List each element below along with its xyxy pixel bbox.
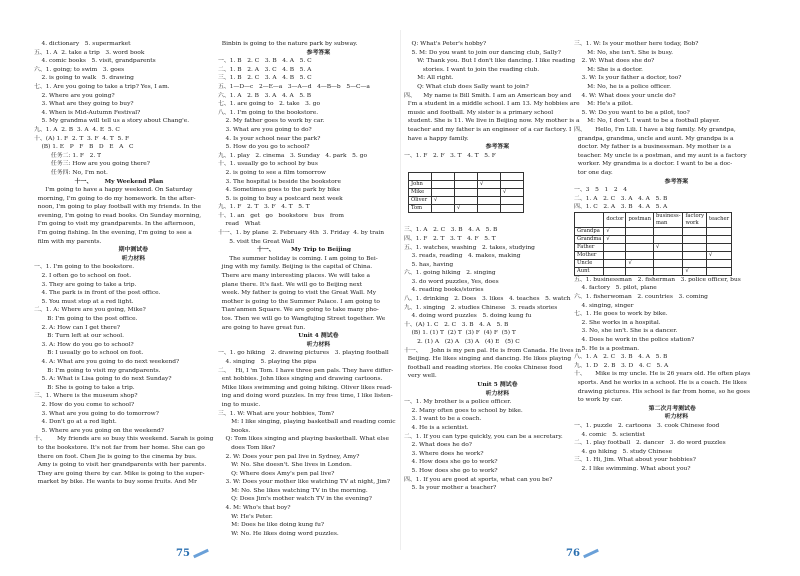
text-line: 5. A: What is Lisa going to do next Sunday? [34, 376, 172, 383]
text-line: I'm going to have a happy weekend. On Saturday [34, 187, 193, 194]
text-line: 五、1. watches, washing 2. takes, studying [404, 244, 535, 251]
text-line: Q: What's Peter's hobby? [404, 41, 487, 47]
text-line: 3. What are you going to do tomorrow? [34, 410, 159, 417]
text-line: M: All right. [404, 75, 454, 82]
table-cell [432, 181, 455, 189]
text-line: 任务二: 1. F 2. T [34, 152, 102, 159]
table-cell [604, 267, 626, 275]
text-line: morning, I'm going to do my homework. In the after- [34, 195, 196, 202]
text-line: 八、1. I'm going to the bookstore. [218, 109, 319, 116]
text-line: 第二次月考测试卷 [628, 404, 696, 412]
text-line: teacher. My uncle is a postman, and my aunt is a factory [574, 152, 747, 159]
table-row [575, 259, 732, 267]
text-line: to work by car. [574, 397, 623, 404]
text-line: 二、1. A: Where are you going, Mike? [34, 307, 146, 314]
table-row [409, 197, 524, 205]
text-line: 二、1. play football 2. dancer 3. do word puzzles [574, 440, 726, 447]
text-line: 七、1. Are you going to take a trip? Yes, I am. [34, 83, 170, 90]
text-line: M: No, I don't. I want to be a football player. [574, 118, 721, 125]
table-cell: √ [707, 251, 732, 259]
table-cell: √ [653, 243, 682, 251]
text-line: 3. W: Is your father a doctor, too? [574, 75, 682, 82]
text-line: 四、 Hello, I'm Lili. I have a big family. My grandpa, [574, 126, 736, 133]
text-line: 五、1—D—c 2—E—a 3—A—d 4—B—b 5—C—a [218, 83, 370, 90]
table-cell [626, 227, 654, 235]
text-line: 5. is going to buy a postcard next week [218, 195, 343, 202]
text-line: 二、1. If you can type quickly, you can be a secretary. [404, 433, 563, 440]
text-line: 3. The hospital is beside the bookstore [218, 178, 341, 185]
text-line: 六、1. fisherwoman 2. countries 3. coming [574, 294, 708, 301]
column-1 [34, 40, 214, 487]
table-cell: Mother [575, 251, 604, 259]
pen-icon [583, 549, 599, 558]
text-line: 5. How do you go to school? [218, 144, 310, 151]
text-line: M: No, she isn't. She is busy. [574, 49, 674, 56]
text-line: (B) 1. E P F B D E A C [34, 144, 134, 151]
text-line: 六、1. going hiking 2. singing [404, 270, 496, 277]
text-line: 4. comic 5. scientist [574, 431, 645, 438]
text-line: I'm going fishing. In the evening, I'm going to see a [34, 230, 192, 237]
table-row [575, 251, 732, 259]
text-line: 九、1. singing 2. studies Chinese 3. reads stories [404, 304, 558, 311]
text-line: sports. And he works in a school. He is a coach. He likes [574, 380, 747, 386]
table-header-cell: factory work [683, 212, 707, 227]
text-line: 2. I often go to school on foot. [34, 273, 132, 280]
table-cell [683, 251, 707, 259]
text-line: 2. is going to see a film tomorrow [218, 169, 326, 176]
text-line: 5. You must stop at a red light. [34, 298, 134, 305]
table-cell [604, 259, 626, 267]
table-cell: √ [455, 205, 478, 213]
table-cell: √ [683, 267, 707, 275]
text-line: football and reading stories. He cooks Chinese food [404, 364, 563, 371]
table-cell: Mike [409, 189, 432, 197]
text-line: Tian'anmen Square. We are going to take many pho- [218, 307, 379, 314]
text-line: week. My father is going to visit the Great Wall. My [218, 290, 377, 297]
table-cell: √ [501, 189, 524, 197]
text-line: 四、 My name is Bill Smith. I am an American boy and [404, 92, 572, 99]
family-job-table [574, 212, 732, 276]
text-line: 4. factory 5. pilot, plane [574, 285, 657, 292]
text-line: 九、1. A 2. B 3. A 4. E 5. C [34, 126, 120, 133]
text-line: 十、(A) 1. F 2. T 3. F 4. T 5. F [34, 135, 130, 142]
text-line: market by bike. He wants to buy some fruits. And Mr [34, 479, 197, 486]
table-cell [707, 227, 732, 235]
page-number-right: 76 [566, 548, 602, 559]
text-line: 三、1. A 2. C 3. B 4. A 5. B [404, 227, 498, 234]
text-line: 4. doing word puzzles 5. doing kung fu [404, 313, 532, 320]
text-line: 2. My father goes to work by car. [218, 118, 325, 125]
text-line: Unit 5 测试卷 [448, 381, 518, 388]
text-line: 4. Sometimes goes to the park by bike [218, 187, 341, 194]
text-line: film with my parents. [34, 238, 102, 245]
text-line: ing to music. [218, 401, 261, 408]
text-line: Mike likes swimming and going hiking. Oliver likes read- [218, 384, 393, 391]
table-row [575, 227, 732, 235]
text-line: 五、1. businessman 2. fisherman 3. police officer, bus [574, 276, 741, 283]
text-line: M: I like singing, playing basketball and reading comic [218, 419, 396, 426]
table-cell [653, 251, 682, 259]
table-header-cell [409, 173, 432, 181]
table-cell [683, 235, 707, 243]
table-cell [626, 267, 654, 275]
text-line: books. [218, 427, 251, 434]
table-header-cell: business-man [653, 212, 682, 227]
table-cell [683, 243, 707, 251]
table-cell [707, 259, 732, 267]
table-cell: John [409, 181, 432, 189]
text-line: 3. What are they going to buy? [34, 101, 134, 108]
text-line: noon, I'm going to play football with my friends. In the [34, 204, 202, 211]
table-cell [478, 205, 501, 213]
text-line: (B) 1. (1) T (2) T (3) F (4) F (5) T [404, 330, 516, 337]
table-header-cell: postman [626, 212, 654, 227]
text-line: 4. The park is in front of the post office. [34, 290, 161, 297]
text-line: stories. I want to join the reading club. [404, 66, 540, 73]
table-cell [653, 235, 682, 243]
text-line: 4. reading books/stories [404, 287, 484, 294]
table-cell [432, 205, 455, 213]
text-line: 3. I want to be a coach. [404, 416, 482, 423]
table-row [409, 181, 524, 189]
text-line: 三、1. W: What are your hobbies, Tom? [218, 410, 335, 417]
table-cell: Tom [409, 205, 432, 213]
text-line: 四、1. C 2. A 3. B 4. A 5. A [574, 204, 668, 211]
text-line: Q: Where does Amy's pen pal live? [218, 470, 335, 477]
table-row [575, 235, 732, 243]
text-line: Beijing. He likes singing and dancing. He likes playing [404, 356, 572, 363]
text-line: 4. How does she go to work? [404, 459, 498, 466]
text-line: 六、1. A 2. B 3. A 4. A 5. B [218, 92, 312, 99]
text-line: 2. W: What does she do? [574, 58, 655, 65]
text-line: 任务三: How are you going there? [34, 161, 150, 168]
text-line: tos. Then we will go to Wangfujing Street together. We [218, 316, 386, 322]
text-line: 一、1. go hiking 2. drawing pictures 3. playing football [218, 350, 389, 357]
page-number-left: 75 [176, 548, 212, 559]
table-cell [501, 197, 524, 205]
text-line: 4. singing 5. playing the pipa [218, 358, 317, 365]
text-line: 听力材料 [92, 254, 146, 262]
text-line: grandpa, grandma, uncle and aunt. My grandpa is a [574, 135, 734, 142]
text-line: does Tom like? [218, 444, 276, 451]
text-line: 一、1. F 2. F 3. T 4. T 5. F [404, 152, 496, 159]
text-line: 2. A: How can I get there? [34, 324, 120, 331]
table-cell: Grandma [575, 235, 604, 243]
text-line: B: I'm going to the post office. [34, 316, 138, 322]
table-cell [626, 251, 654, 259]
text-line: 一、1. I'm going to the bookstore. [34, 264, 135, 271]
table-cell [501, 205, 524, 213]
text-line: 2. I like swimming. What about you? [574, 465, 691, 472]
text-line: 4. Does he work in the police station? [574, 337, 695, 344]
table-cell [455, 189, 478, 197]
table-cell [455, 197, 478, 205]
table-cell [604, 251, 626, 259]
column-4 [574, 40, 750, 474]
text-line: ent hobbies. John likes singing and drawing cartoons. [218, 376, 383, 383]
text-line: mother is going to the Summer Palace. I am going to [218, 298, 380, 305]
table-cell [683, 259, 707, 267]
text-line: student. She is 11. We live in Beijing now. My mother is a [404, 118, 580, 125]
text-line: 5. How does she go to work? [404, 467, 498, 474]
text-line: tor one day. [574, 169, 613, 176]
text-line: 一、3 5 1 2 4 [574, 187, 627, 194]
text-line: drawing pictures. His school is far from home, so he goes [574, 388, 751, 395]
table-header-cell [575, 212, 604, 227]
table-header-cell [478, 173, 501, 181]
text-line: worker. My grandma is a doctor. I want to be a doc- [574, 161, 733, 168]
table-row [409, 205, 524, 213]
text-line: 八、1. A 2. C 3. B 4. A 5. B [574, 354, 668, 361]
text-line: 十、1. usually go to school by bus [218, 161, 318, 168]
table-cell: Father [575, 243, 604, 251]
text-line: 3. What are you going to do? [218, 126, 312, 133]
text-line: They are going there by car. Mike is going to the super- [34, 470, 205, 477]
table-cell [455, 181, 478, 189]
text-line: 4. singing, singer [574, 302, 634, 309]
text-line: music and football. My sister is a primary school [404, 109, 554, 116]
text-line: Q: Tom likes singing and playing basketball. What else [218, 436, 389, 443]
text-line: W: He's Peter. [218, 513, 273, 520]
text-line: 十、 My friends are so busy this weekend. Sarah is going [34, 436, 214, 443]
text-line: M: Does he like doing kung fu? [218, 522, 325, 529]
table-header-cell [455, 173, 478, 181]
text-line: 十、(A) 1. C 2. C 3. B 4. A 5. B [404, 321, 509, 328]
text-line: 5. W: Do you want to be a pilot, too? [574, 109, 690, 116]
text-line: 5. Where are you going on the weekend? [34, 427, 164, 434]
text-line: B: I'm going to visit my grandparents. [34, 367, 161, 374]
text-line: The summer holiday is coming. I am going to Bei- [218, 255, 378, 262]
text-line: 3. They are going to take a trip. [34, 281, 137, 288]
text-line: 听力材料 [277, 340, 331, 348]
table-header-cell: teacher [707, 212, 732, 227]
text-line: 听力材料 [456, 389, 510, 397]
table-cell [653, 259, 682, 267]
text-line: 一、1. B 2. C 3. B 4. A 5. C [218, 58, 312, 65]
text-line: read What [218, 221, 261, 228]
table-cell [604, 243, 626, 251]
table-cell: √ [604, 235, 626, 243]
text-line: 参考答案 [635, 177, 689, 185]
text-line: 听力材料 [635, 413, 689, 421]
text-line: 三、1. Where is the museum shop? [34, 393, 138, 400]
text-line: 十一、 My Trip to Beijing [257, 246, 351, 254]
table-cell [432, 189, 455, 197]
text-line: 三、1. Hi, Jim. What about your hobbies? [574, 457, 696, 464]
text-line: Q: What club does Sally want to join? [404, 83, 529, 90]
text-line: 三、1. W: Is your mother here today, Bob? [574, 41, 699, 47]
table-cell [626, 243, 654, 251]
text-line: 一、1. puzzle 2. cartoons 3. cook Chinese food [574, 422, 720, 429]
table-cell: √ [626, 259, 654, 267]
text-line: 4. go hiking 5. study Chinese [574, 448, 673, 455]
text-line: 十一、 My Weekend Plan [74, 177, 164, 185]
table-cell [707, 243, 732, 251]
text-line: 参考答案 [456, 143, 510, 151]
text-line: I'm going to visit my grandparents. In the afternoon, [34, 221, 196, 228]
text-line: 八、1. drinking 2. Does 3. likes 4. teaches 5. watch [404, 296, 571, 303]
text-line: jing with my family. Beijing is the capital of China. [218, 264, 373, 271]
text-line: 4. M: Who's that boy? [218, 505, 291, 512]
table-cell [501, 181, 524, 189]
text-line: 任务四: No, I'm not. [34, 169, 108, 176]
table-row [575, 267, 732, 275]
text-line: 2. Where are you going? [34, 92, 115, 99]
column-2 [218, 40, 396, 538]
text-line: are going to have great fun. [218, 324, 306, 331]
text-line: 期中测试卷 [89, 246, 149, 254]
text-line: 七、1. He goes to work by bike. [574, 311, 668, 318]
text-line: 四、1. F 2. T 3. T 4. F 5. T [404, 235, 496, 242]
text-line: M: He's a pilot. [574, 101, 633, 108]
text-line: there on foot. Chen Jie is going to the cinema by bus. [34, 453, 197, 460]
text-line: Amy is going to visit her grandparents with her parents. [34, 462, 207, 469]
text-line: 九、1. F 2. T 3. F 4. T 5. T [218, 204, 310, 211]
text-line: B: Turn left at our school. [34, 333, 125, 340]
text-line: 3. reads, reading 4. makes, making [404, 253, 521, 260]
text-line: 二、 Hi, I 'm Tom. I have three pen pals. They have differ- [218, 367, 394, 374]
text-line: 二、1. A 2. C 3. A 4. A 5. B [574, 195, 668, 202]
text-line: very well. [404, 373, 437, 380]
text-line: 4. A: What are you going to do next weekend? [34, 358, 180, 365]
text-line: There are many interesting places. We will take a [218, 273, 370, 280]
table-header-cell [432, 173, 455, 181]
text-line: 5. Is your mother a teacher? [404, 485, 497, 492]
text-line: 2. (1) A (2) A (3) A (4) E (5) C [404, 339, 520, 346]
text-line: 十一、1. by plane 2. February 4th 3. Friday 4. by train [218, 230, 385, 237]
table-cell: √ [478, 181, 501, 189]
page-fold [400, 30, 401, 550]
text-line: 5. has, having [404, 261, 454, 268]
table-cell: √ [432, 197, 455, 205]
text-line: 4. When is Mid-Autumn Festival? [34, 109, 141, 116]
table-cell: Oliver [409, 197, 432, 205]
text-line: M: No, he is a police officer. [574, 83, 671, 90]
text-line: 4. He is a scientist. [404, 424, 469, 431]
text-line: 一、1. My brother is a police officer. [404, 399, 512, 406]
text-line: 4. Is your school near the park? [218, 135, 321, 142]
pen-icon [193, 549, 209, 558]
text-line: M: No. She likes watching TV in the morning. [218, 487, 368, 494]
text-line: W: No. He likes doing word puzzles. [218, 530, 339, 537]
text-line: 5. He is a postman. [574, 345, 640, 352]
text-line: 九、1. D 2. B 3. D 4. C 5. A [574, 362, 669, 369]
text-line: 十、 Mike is my uncle. He is 26 years old. He often plays [574, 371, 751, 378]
column-3 [404, 40, 582, 493]
table-row [575, 243, 732, 251]
table-header-cell [501, 173, 524, 181]
table-header-cell: doctor [604, 212, 626, 227]
text-line: 四、1. If you are good at sports, what can you be? [404, 476, 553, 483]
text-line: 3. Where does he work? [404, 450, 484, 457]
text-line: 2. What does he do? [404, 442, 472, 449]
text-line: Unit 4 测试卷 [269, 332, 339, 340]
text-line: Binbin is going to the nature park by subway. [218, 41, 358, 47]
text-line: doctor. My father is a businessman. My mother is a [574, 144, 732, 151]
text-line: 2. She works in a hospital. [574, 319, 661, 326]
text-line: W: Thank you. But I don't like dancing. I like reading [404, 58, 576, 65]
text-line: B: I usually go to school on foot. [34, 350, 144, 357]
text-line: 二、1. B 2. A 3. C 4. B 5. A [218, 66, 312, 73]
text-line: 三、1. B 2. C 3. A 4. B 5. C [218, 75, 312, 82]
table-cell [683, 227, 707, 235]
text-line: 九、1. play 2. cinema 3. Sunday 4. park 5. go [218, 152, 367, 159]
table-cell [478, 189, 501, 197]
table-row [409, 189, 524, 197]
text-line: 七、1. are going to 2. take 3. go [218, 101, 320, 108]
text-line: 4. dictionary 5. supermarket [34, 41, 131, 47]
text-line: M: She is a doctor. [574, 66, 643, 73]
text-line: B: She is going to take a trip. [34, 384, 135, 391]
text-line: 3. do word puzzles, Yes, does [404, 278, 499, 285]
table-cell [707, 267, 732, 275]
table-cell [707, 235, 732, 243]
text-line: 2. Many often goes to school by bike. [404, 407, 523, 414]
text-line: 3. A: How do you go to school? [34, 341, 134, 348]
table-cell: Aunt [575, 267, 604, 275]
text-line: 五、1. A 2. take a trip 3. word book [34, 49, 145, 56]
text-line: 4. W: What does your uncle do? [574, 92, 676, 99]
text-line: teacher and my father is an engineer of a car factory. I [404, 126, 572, 133]
text-line: 3. No, she isn't. She is a dancer. [574, 328, 678, 335]
text-line: Q: Does Jim's mother watch TV in the evening? [218, 496, 372, 503]
text-line: 4. comic books 5. visit, grandparents [34, 58, 156, 65]
text-line: 参考答案 [277, 48, 331, 56]
table-cell: Uncle [575, 259, 604, 267]
text-line: 十一、 John is my pen pal. He is from Canada. He lives in [404, 347, 582, 354]
text-line: 六、1. going; to swim 3. goes [34, 66, 125, 73]
hobby-table [408, 172, 524, 213]
text-line: 十、1. an get go bookstore bus from [218, 212, 344, 219]
text-line: ing and doing word puzzles. In my free time, I like listen- [218, 393, 393, 400]
text-line: 5. visit the Great Wall [218, 238, 295, 245]
text-line: 2. is going to walk 5. drawing [34, 75, 134, 82]
text-line: 5. My grandma will tell us a story about Chang'e. [34, 118, 190, 125]
text-line: plane there. It's fast. We will go to Beijing next [218, 281, 363, 288]
table-cell [653, 267, 682, 275]
table-cell [478, 197, 501, 205]
text-line: 2. W: Does your pen pal live in Sydney, Amy? [218, 453, 360, 460]
text-line: 4. Don't go at a red light. [34, 419, 117, 426]
table-cell [626, 235, 654, 243]
text-line: have a happy family. [404, 135, 469, 142]
table-cell: √ [604, 227, 626, 235]
table-cell: Grandpa [575, 227, 604, 235]
text-line: 2. How do you come to school? [34, 401, 135, 408]
table-cell [653, 227, 682, 235]
text-line: to the bookstore. It's not far from her home. She can go [34, 444, 205, 451]
text-line: evening, I'm going to read books. On Sunday morning, [34, 212, 202, 219]
text-line: 3. W: Does your mother like watching TV at night, Jim? [218, 479, 391, 486]
text-line: 5. M: Do you want to join our dancing club, Sally? [404, 49, 561, 56]
text-line: I'm a student in a middle school. I am 13. My hobbies are [404, 101, 580, 108]
text-line: W: No. She doesn't. She lives in London. [218, 462, 352, 469]
